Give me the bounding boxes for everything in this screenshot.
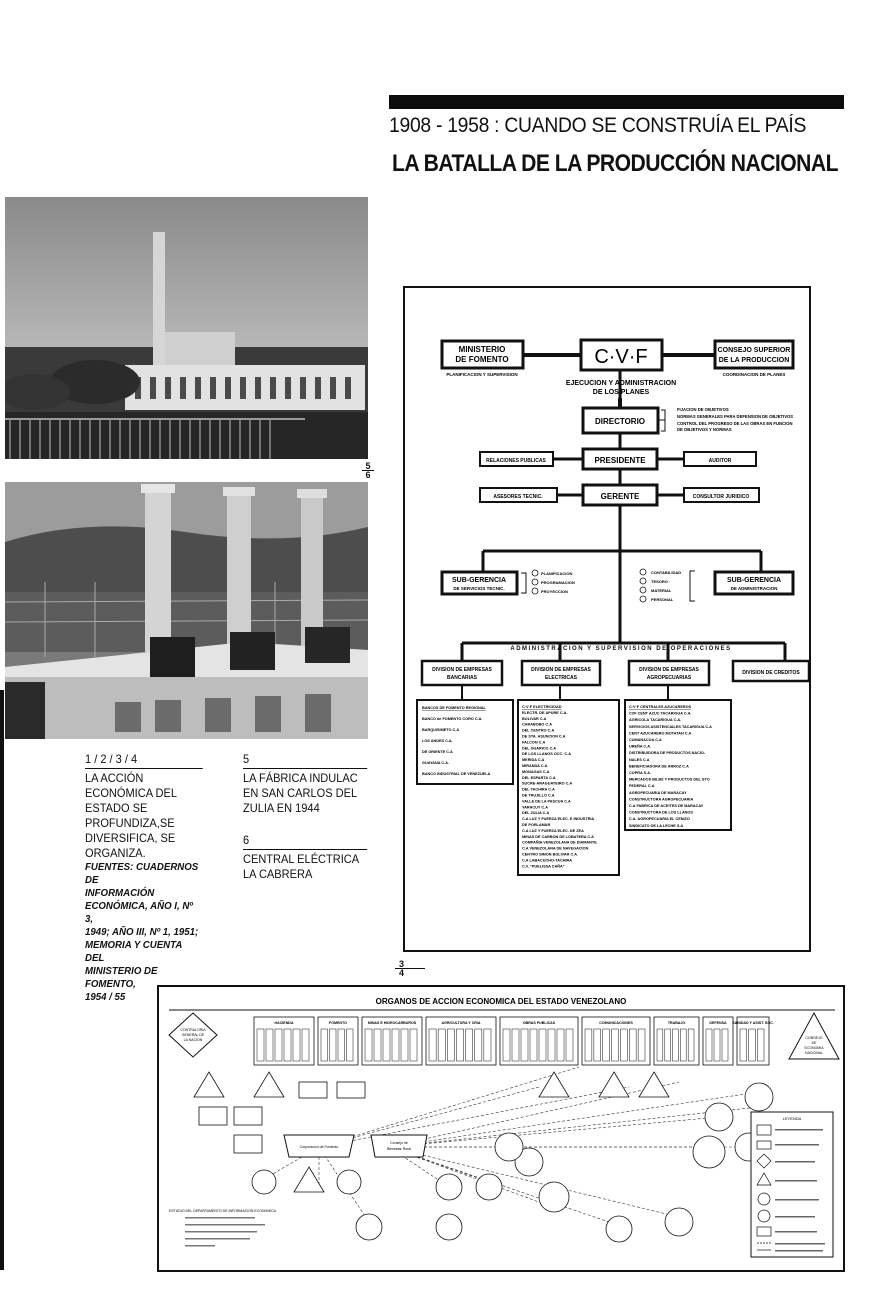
org-list-bancarias-item: LOS ANDES C.A.: [422, 739, 453, 743]
org-list-agropecuarias-item: FEDERAL C.A: [629, 784, 655, 789]
org-division-electricas: [522, 661, 600, 685]
org-cvf-note-1: EJECUCION Y ADMINISTRACION: [565, 380, 677, 387]
caption-5-number: 5: [243, 752, 367, 769]
organos-agency-cell: [410, 1029, 417, 1061]
org-list-agropecuarias-item: MERCADOS BILBS Y PRODUCTOS DEL STO: [629, 777, 710, 782]
organos-agency-cell: [257, 1029, 264, 1061]
organos-agency-cell: [521, 1029, 528, 1061]
organos-agency-cell: [673, 1029, 679, 1061]
organos-hub-bienestar-l2: Bienestar Rural: [386, 1147, 412, 1151]
organos-agency-cell: [484, 1029, 491, 1061]
org-list-electricas-item: DE STA. ASUNCION C.A: [522, 734, 566, 739]
organos-agency-cell: [330, 1029, 337, 1061]
organos-agency-cell: [722, 1029, 728, 1061]
organos-agency-cell: [456, 1029, 463, 1061]
org-list-electricas-item: DE PORLAMAR: [522, 823, 551, 827]
organos-consejo-l4: NACIONAL: [805, 1051, 823, 1055]
org-list-agropecuarias-item: SERVICIOS ASISTENCIALES TACARIGUA C.A: [629, 724, 712, 729]
org-subgerencia-tec-item-3: PROYECCION: [541, 589, 568, 594]
org-list-agropecuarias-item: CONSTRUCTORA DE LOS LLANOS: [629, 810, 693, 815]
org-admin-banner: ADMINISTRACION Y SUPERVISION DE OPERACIONES: [510, 646, 732, 652]
organos-agency-cell: [347, 1029, 354, 1061]
org-list-agropecuarias-item: C.A. AGROPECUARIA EL CENIZO: [629, 817, 690, 822]
cvf-org-chart-svg: [405, 288, 809, 950]
org-division-agropecuarias-line2: AGROPECUARIAS: [646, 675, 692, 681]
org-division-bancarias-line1: DIVISION DE EMPRESAS: [432, 667, 492, 673]
organos-agency-cell: [539, 1029, 546, 1061]
caption-left-line-1: LA ACCIÓN: [85, 771, 144, 785]
org-list-electricas-item: MIRANDA C.A: [522, 764, 548, 768]
organos-agency-cell: [284, 1029, 291, 1061]
organos-ministry-label: MINAS E HIDROCARBUROS: [367, 1021, 417, 1025]
organos-agency-cell: [438, 1029, 445, 1061]
organos-agency-cell: [266, 1029, 273, 1061]
org-list-agropecuarias-item: COPRA S.A.: [629, 771, 652, 775]
caption-left-source-7: 1954 / 55: [85, 991, 126, 1003]
photo-indulac-factory: [5, 197, 368, 459]
organos-ministry-label: HACIENDA: [274, 1021, 294, 1025]
org-list-agropecuarias-item: CENT AZUCARERO MOTATAN C.A: [629, 731, 692, 736]
organos-agency-cell: [429, 1029, 436, 1061]
org-directorio-note-4: DE OBJETIVOS Y NORMAS: [677, 427, 732, 432]
organos-contraloria-l2: GENERAL DE: [181, 1033, 205, 1037]
marker-3-4: [395, 960, 429, 977]
org-relaciones-label: RELACIONES PUBLICAS: [486, 458, 546, 464]
org-list-electricas-item: C.V. "PUELISSA CAÑA": [522, 864, 565, 869]
organos-agency-cell: [365, 1029, 372, 1061]
org-list-electricas-item: FALCON C.A: [522, 740, 546, 745]
org-list-electricas-item: YARACUY C.A: [522, 805, 548, 810]
org-division-bancarias-line2: BANCARIAS: [447, 675, 477, 681]
org-list-electricas-item: ELECTR. DE APURE C.A.: [522, 710, 568, 715]
org-consejo-line2: DE LA PRODUCCION: [718, 357, 790, 364]
organos-agency-cell: [557, 1029, 564, 1061]
organos-agency-cell: [401, 1029, 408, 1061]
photo-la-cabrera-plant: [5, 482, 368, 739]
caption-left: [85, 752, 203, 1004]
org-list-electricas-item: DEL TACHIRA C.A: [522, 787, 555, 792]
caption-6-line-2: LA CABRERA: [243, 867, 313, 881]
caption-5-line-1: LA FÁBRICA INDULAC: [243, 771, 358, 785]
organos-agency-cell: [530, 1029, 537, 1061]
caption-left-line-2: ECONÓMICA DEL: [85, 786, 178, 800]
org-list-bancarias-item: BARQUISIMETO C.A: [422, 728, 460, 732]
org-consejo-note: COORDINACION DE PLANES: [722, 372, 786, 377]
org-list-agropecuarias-item: BENEFICIADORA DE ARROZ C.A: [629, 764, 689, 769]
caption-left-source-1: FUENTES: CUADERNOS DE: [85, 861, 199, 886]
org-list-agropecuarias-item: DISTRIBUIDORA DE PRODUCTOS NACIO-: [629, 751, 706, 756]
org-asesores-label: ASESORES TECNIC.: [493, 494, 543, 500]
organos-agency-cell: [374, 1029, 381, 1061]
organos-agency-cell: [629, 1029, 636, 1061]
caption-left-line-3: ESTADO SE: [85, 801, 148, 815]
org-subgerencia-adm-item-1: CONTABILIDAD: [651, 570, 682, 575]
header-title: LA BATALLA DE LA PRODUCCIÓN NACIONAL: [392, 150, 838, 177]
org-subgerencia-tec-line2: DE SERVICIOS TECNIC.: [453, 586, 505, 591]
organos-agency-cell: [688, 1029, 694, 1061]
org-list-agropecuarias-item: C.A FABRICA DE ACEITES DE MARACAY: [629, 804, 704, 808]
organos-hub-bienestar-l1: Consejo de: [390, 1141, 408, 1145]
org-cvf-label: C·V·F: [594, 346, 648, 368]
org-list-agropecuarias-item: C·V·F CENTRALES AZUCAREROS: [629, 705, 692, 709]
organos-ministry-label: FOMENTO: [329, 1021, 347, 1025]
caption-left-number: 1 / 2 / 3 / 4: [85, 752, 203, 769]
organos-ministry-label: OBRAS PUBLICAS: [522, 1021, 556, 1025]
org-list-agropecuarias-item: UREÑA C.A.: [629, 744, 652, 749]
organos-agency-cell: [338, 1029, 345, 1061]
org-list-electricas-item: CENTRO SIMON BOLIVAR C.A.: [522, 852, 579, 857]
org-presidente-label: PRESIDENTE: [594, 456, 646, 465]
organos-agency-cell: [585, 1029, 592, 1061]
org-ministerio-note: PLANIFICACION Y SUPERVISION: [446, 372, 518, 377]
org-directorio-note-2: NORMAS GENERALES PARA DEFENSION DE OBJETIVOS: [677, 414, 794, 419]
marker-3-4-top: 3: [399, 959, 405, 969]
organos-agency-cell: [383, 1029, 390, 1061]
photo-indulac-image: [5, 197, 368, 459]
organos-legend-title: LEYENDA: [782, 1116, 802, 1121]
caption-5: [243, 752, 367, 816]
organos-ministry-label: COMUNICACIONES: [599, 1021, 633, 1025]
org-division-creditos-label: DIVISION DE CREDITOS: [742, 670, 800, 676]
org-list-agropecuarias-item: AGROPECUARIA DE MARACAY: [629, 790, 687, 795]
organos-agency-cell: [680, 1029, 686, 1061]
org-auditor-label: AUDITOR: [708, 458, 732, 464]
org-subgerencia-tec-line1: SUB-GERENCIA: [451, 577, 507, 584]
organos-diagram-svg: [159, 987, 843, 1270]
caption-left-line-4: PROFUNDIZA,SE: [85, 816, 175, 830]
organos-agency-cell: [475, 1029, 482, 1061]
org-list-electricas-item: CARABOBO C.A: [522, 722, 552, 727]
org-list-electricas-item: MONAGAS C.A: [522, 769, 550, 774]
marker-5-6: [360, 462, 376, 479]
organos-agency-cell: [321, 1029, 328, 1061]
organos-agency-cell: [466, 1029, 473, 1061]
org-subgerencia-adm-line2: DE ADMINISTRACION: [730, 586, 778, 591]
header-date-line: 1908 - 1958 : CUANDO SE CONSTRUÍA EL PAÍS: [389, 114, 807, 137]
org-directorio-label: DIRECTORIO: [594, 417, 646, 426]
org-list-bancarias-item: BANCO INDUSTRIAL DE VENEZUELA: [422, 772, 491, 776]
org-consejo-line1: CONSEJO SUPERIOR: [717, 347, 791, 354]
organos-agency-cell: [706, 1029, 712, 1061]
org-ministerio-line1: MINISTERIO: [458, 345, 506, 354]
organos-agency-cell: [620, 1029, 627, 1061]
org-list-agropecuarias-item: NALES C.A: [629, 757, 650, 762]
left-margin-rule: [0, 690, 4, 1270]
organos-agency-cell: [503, 1029, 510, 1061]
marker-5-6-bottom: 6: [365, 470, 371, 480]
org-division-electricas-line1: DIVISION DE EMPRESAS: [531, 667, 591, 673]
organos-agency-cell: [740, 1029, 747, 1061]
organos-ministry-label: SANIDAD Y ASIST. SOC.: [732, 1021, 774, 1025]
caption-6-number: 6: [243, 833, 367, 850]
org-list-bancarias-item: BANCO de FOMENTO CORO C.A.: [422, 717, 483, 721]
organos-consejo-l3: ECONOMIA: [804, 1046, 824, 1050]
marker-5-6-top: 5: [365, 461, 371, 471]
organos-diagram: [157, 985, 845, 1272]
org-list-electricas-item: C·V·F ELECTRICIDAD: [522, 705, 562, 709]
org-list-electricas-item: BOLIVAR C.A: [522, 716, 547, 721]
organos-ministry-label: DEFENSA: [709, 1021, 727, 1025]
cvf-org-chart: [403, 286, 811, 952]
organos-agency-cell: [612, 1029, 619, 1061]
caption-6-line-1: CENTRAL ELÉCTRICA: [243, 852, 360, 866]
organos-footer-1: ESTUDIO DEL DEPARTAMENTO DE INFORMACION ECONOMICA: [169, 1209, 276, 1213]
organos-agency-cell: [302, 1029, 309, 1061]
header-rule: [389, 95, 844, 109]
org-ministerio-line2: DE FOMENTO: [455, 355, 509, 364]
org-list-agropecuarias-item: CVF CENT AZUC TACARIGUA C.A.: [629, 711, 692, 716]
photo-la-cabrera-image: [5, 482, 368, 739]
organos-agency-cell: [392, 1029, 399, 1061]
organos-agency-cell: [512, 1029, 519, 1061]
organos-agency-cell: [594, 1029, 601, 1061]
org-list-electricas-item: COMPAÑIA VENEZOLANA DE DIAMANTE: [522, 840, 597, 845]
org-subgerencia-tec-item-1: PLANIFICACION: [541, 571, 573, 576]
org-directorio-note-3: CONTROL DEL PROGRESO DE LAS OBRAS EN FUNCION: [677, 421, 793, 426]
org-list-agropecuarias-item: AGRICOLA TACARIGUA C.A.: [629, 718, 682, 723]
org-subgerencia-adm-item-3: MATERIAL: [651, 588, 672, 593]
org-cvf-note-2: DE LOS PLANES: [592, 389, 650, 396]
organos-agency-cell: [447, 1029, 454, 1061]
org-division-agropecuarias: [629, 661, 709, 685]
organos-agency-cell: [714, 1029, 720, 1061]
organos-entity-nodes: [194, 1072, 773, 1242]
org-list-agropecuarias-item: CONSTRUCTORA AGROPECUARIA: [629, 797, 694, 802]
organos-hub-bienestar: [371, 1135, 427, 1157]
org-division-bancarias: [422, 661, 502, 685]
org-division-agropecuarias-line1: DIVISION DE EMPRESAS: [639, 667, 699, 673]
org-subgerencia-adm-line1: SUB-GERENCIA: [726, 577, 782, 584]
org-list-agropecuarias-item: CUMANACOA C.A: [629, 738, 662, 742]
org-list-electricas-item: DEL ZULIA C.A: [522, 811, 550, 816]
org-list-electricas-item: VALLE DE LA PASCUA C.A: [522, 799, 571, 804]
org-list-bancarias-item: GUAYANA C.A.: [422, 761, 450, 765]
org-list-electricas-item: C.A LUZ Y FUERZA ELEC. DE ZEA: [522, 828, 584, 833]
organos-ministries: [254, 1017, 774, 1065]
org-list-electricas-item: SUCRE-ARAGUATEIRO C.A: [522, 781, 573, 786]
organos-agency-cell: [749, 1029, 756, 1061]
organos-contraloria-l1: CONTRALORIA: [180, 1028, 206, 1032]
org-list-agropecuarias-item: SINDICATO DE LA LECHE S.A: [629, 823, 684, 828]
org-gerente-label: GERENTE: [600, 492, 640, 501]
organos-agency-cell: [665, 1029, 671, 1061]
organos-footer-text-lines: [185, 1217, 265, 1247]
caption-5-line-2: EN SAN CARLOS DEL: [243, 786, 358, 800]
caption-left-source-3: ECONÓMICA, AÑO I, Nº 3,: [85, 900, 193, 925]
organos-agency-cell: [566, 1029, 573, 1061]
caption-5-line-3: ZULIA EN 1944: [243, 801, 320, 815]
caption-left-line-6: ORGANIZA.: [85, 846, 146, 860]
org-list-electricas-item: C.A LUZ Y FUERZA ELEC. E INDUSTRIA: [522, 817, 595, 822]
organos-title: ORGANOS DE ACCION ECONOMICA DEL ESTADO VENEZOLANO: [375, 997, 627, 1006]
org-subgerencia-adm-item-4: PERSONAL: [651, 597, 674, 602]
organos-agency-cell: [638, 1029, 645, 1061]
org-list-electricas-item: C.A LABACUCHO-TACHIRA: [522, 858, 572, 863]
organos-agency-cell: [757, 1029, 764, 1061]
marker-3-4-bottom: 4: [399, 968, 405, 978]
org-list-bancarias-item: DE ORIENTE C.A: [422, 750, 453, 754]
org-list-electricas-item: DEL GUARICO C.A: [522, 746, 557, 751]
organos-contraloria-l3: LA NACION: [183, 1038, 203, 1042]
organos-agency-cell: [548, 1029, 555, 1061]
org-list-electricas-item: MERIDA C.A: [522, 758, 545, 763]
organos-consejo-l1: CONSEJO: [805, 1036, 823, 1040]
caption-left-source-6: MINISTERIO DE FOMENTO,: [85, 965, 158, 990]
organos-agency-cell: [657, 1029, 663, 1061]
org-directorio-note-1: FIJACION DE OBJETIVOS: [677, 407, 729, 412]
org-list-electricas-item: DEL ESPARTA C.A: [522, 775, 556, 780]
org-consultor-label: CONSULTOR JURIDICO: [692, 494, 750, 500]
caption-left-source-5: MEMORIA Y CUENTA DEL: [85, 939, 182, 964]
caption-left-line-5: DIVERSIFICA, SE: [85, 831, 176, 845]
organos-ministry-label: TRABAJO: [667, 1021, 686, 1025]
organos-agency-cell: [293, 1029, 300, 1061]
caption-left-source-2: INFORMACIÓN: [85, 887, 155, 899]
org-list-electricas-item: DE LOS LLANOS OCC. C.A: [522, 752, 571, 757]
org-list-electricas-item: C.A VENEZOLANA DE NAVEGACION: [522, 846, 589, 851]
organos-ministry-label: AGRICULTURA Y CRIA: [441, 1021, 481, 1025]
org-list-electricas-item: MINAS DE CARBON DE LOBATERA C.A: [522, 834, 594, 839]
org-subgerencia-adm-item-2: TESORO: [651, 579, 668, 584]
organos-hub-corporacion-label: Corporacion de Fomento: [299, 1145, 339, 1149]
organos-agency-cell: [603, 1029, 610, 1061]
caption-left-source-4: 1949; AÑO III, Nº 1, 1951;: [85, 926, 199, 938]
org-division-electricas-line2: ELECTRICAS: [545, 675, 577, 681]
org-list-bancarias-item: BANCOS DE FOMENTO REGIONAL: [422, 706, 486, 710]
caption-6: [243, 833, 367, 882]
organos-consejo-l2: DE: [811, 1041, 817, 1045]
organos-agency-cell: [275, 1029, 282, 1061]
org-subgerencia-tec-item-2: PROGRAMACION: [541, 580, 575, 585]
org-list-electricas-item: DEL CENTRO C.A: [522, 728, 555, 733]
org-list-electricas-item: DE TRUJILLO C.A: [522, 793, 555, 798]
